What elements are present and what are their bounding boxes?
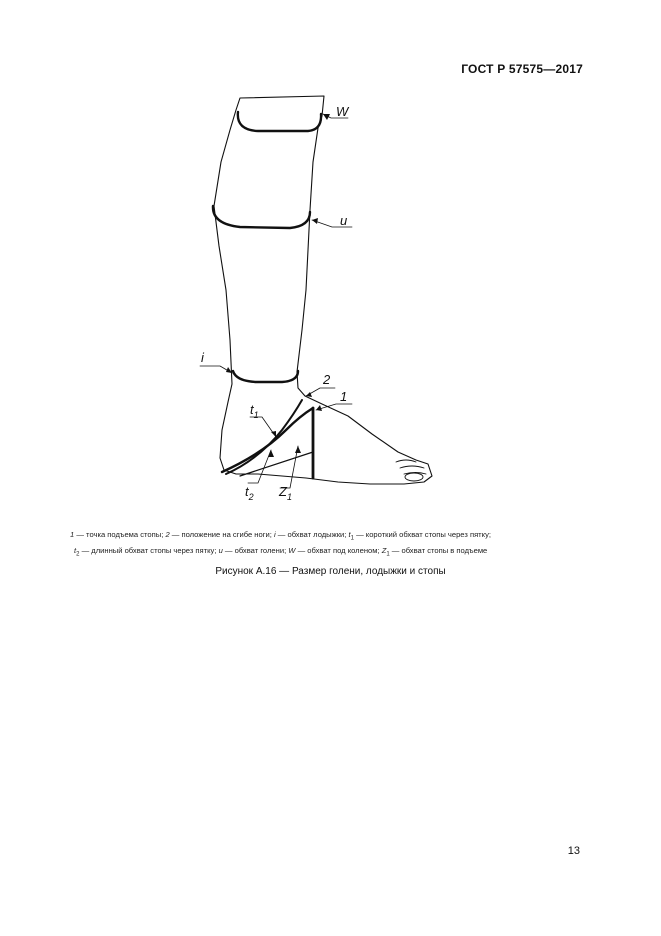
label-t2: $t_2$ (245, 484, 254, 502)
leader-z1 (280, 446, 298, 488)
legend-run: — обхват под коленом; (295, 546, 382, 556)
legend-run: 2 (165, 530, 170, 539)
legend-run: — обхват лодыжки; (275, 530, 349, 539)
legend-run: 1 (350, 535, 354, 542)
legend-run: 2 (76, 551, 80, 558)
label-w: W (336, 104, 349, 119)
legend-run: Z (381, 546, 387, 556)
leg-outline (214, 96, 432, 484)
legend-run: — точка подъема стопы; (74, 530, 166, 539)
label-u: u (340, 213, 348, 228)
legend-run: t (348, 530, 351, 539)
label-1: 1 (340, 389, 348, 404)
label-z1: $Z_1$ (279, 484, 292, 502)
t2-heel-line (222, 408, 313, 472)
legend-run: t (74, 546, 77, 556)
label-i: i (201, 350, 204, 365)
label-2: 2 (323, 372, 331, 387)
w-circumference-line (238, 112, 321, 131)
legend-run: — обхват голени; (222, 546, 289, 556)
legend-line-1 (68, 529, 598, 545)
legend-run: — положение на сгибе ноги; (169, 530, 274, 539)
legend-run: W (288, 546, 296, 556)
legend-run: — короткий обхват стопы через пятку; (353, 530, 491, 539)
label-t1: $t_1$ (250, 402, 259, 420)
legend-run: 1 (386, 551, 390, 558)
i-circumference-line (233, 371, 298, 382)
document-header: ГОСТ Р 57575—2017 (461, 62, 583, 76)
figure-legend (68, 529, 598, 561)
legend-run: u (218, 546, 223, 556)
t1-heel-line (226, 400, 302, 474)
legend-run: — длинный обхват стопы через пятку; (79, 546, 219, 556)
legend-run: — обхват стопы в подъеме (389, 546, 488, 556)
legend-run: i (273, 530, 276, 539)
legend-line-2 (68, 545, 598, 561)
legend-run: 1 (70, 530, 75, 539)
page-number: 13 (567, 845, 580, 857)
figure-caption: Рисунок А.16 — Размер голени, лодыжки и стопы (215, 566, 446, 577)
leader-t1 (250, 417, 276, 437)
u-circumference-line (213, 206, 310, 228)
